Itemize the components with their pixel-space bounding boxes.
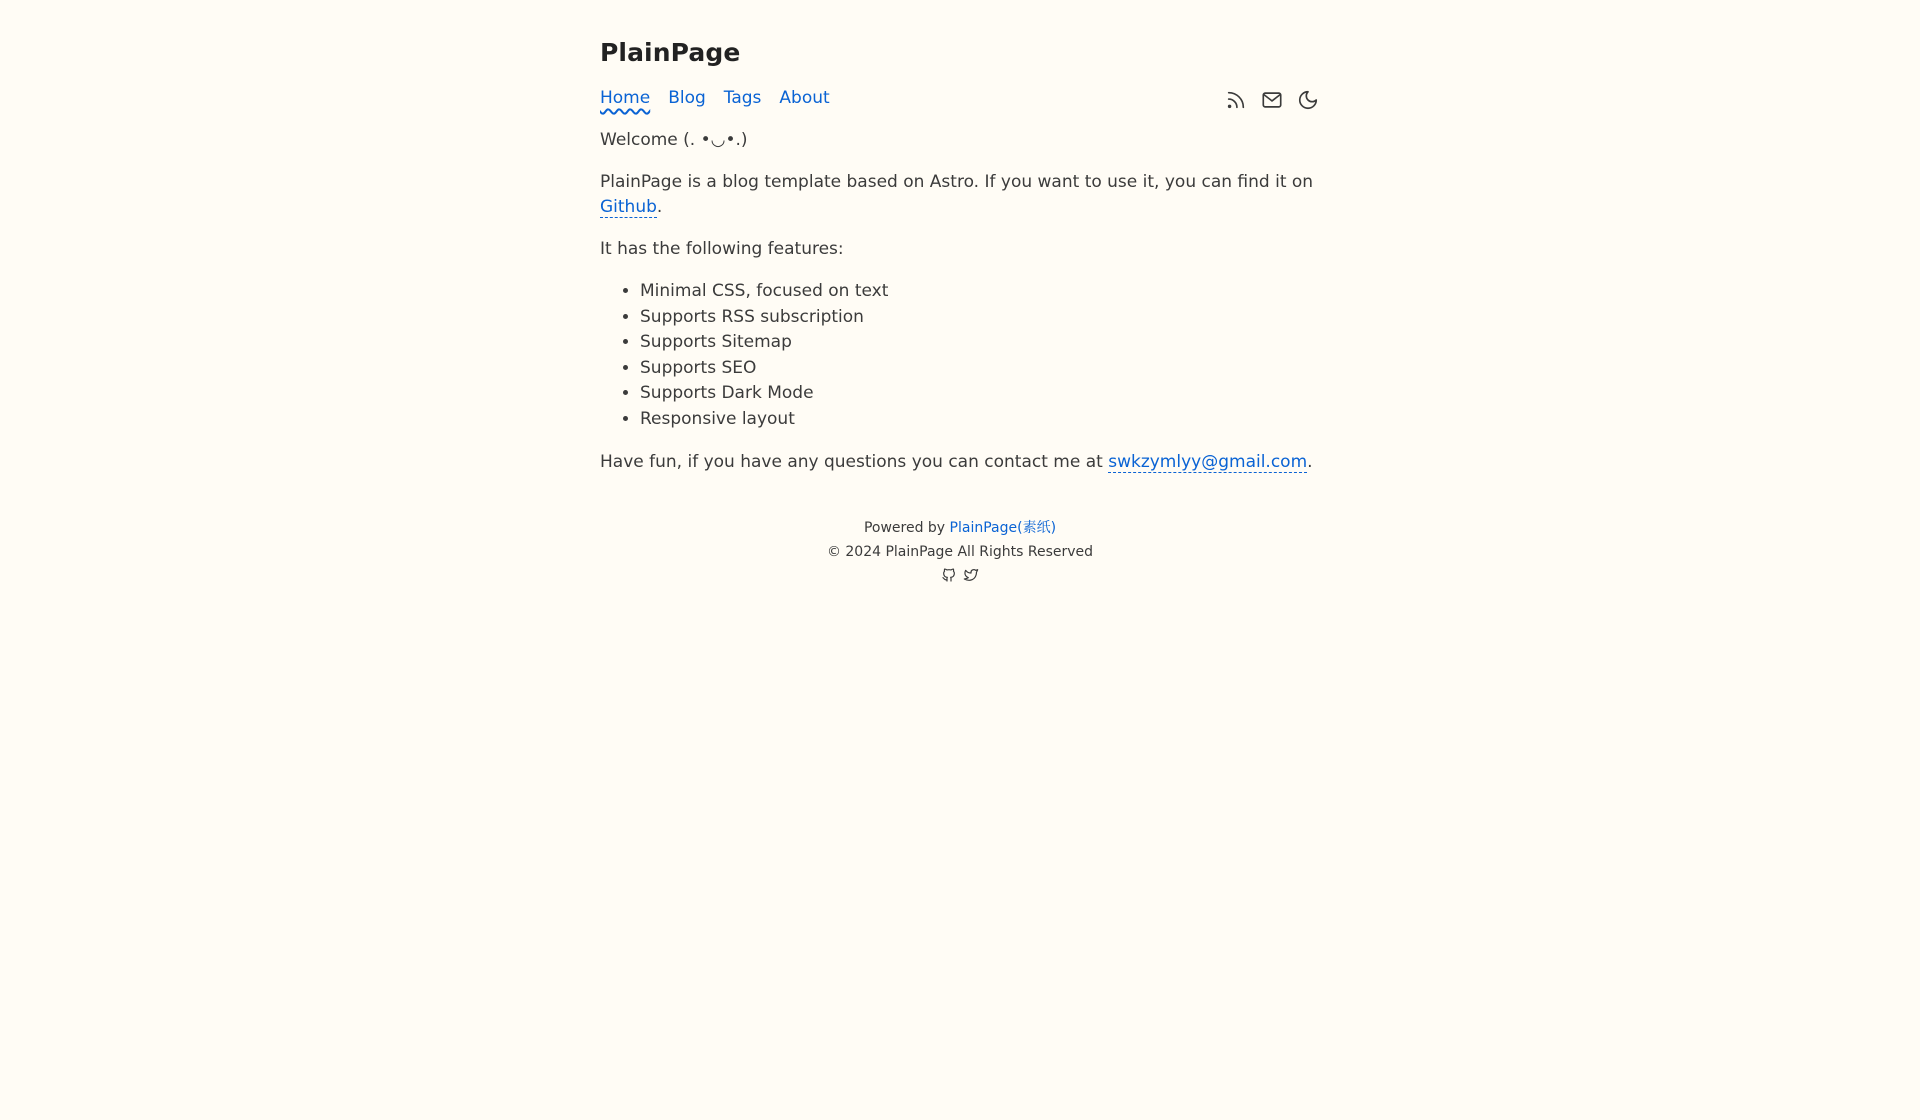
features-intro: It has the following features:: [600, 239, 844, 259]
powered-by-text: Powered by: [863, 520, 950, 536]
contact-text: Have fun, if you have any questions you can contact me at: [600, 451, 1109, 472]
site-title: PlainPage: [600, 38, 741, 67]
header-icons: [1224, 88, 1320, 112]
rss-icon[interactable]: [1224, 88, 1248, 112]
footer: [0, 516, 1920, 583]
feature-item: • Supports Dark Mode: [640, 381, 1320, 407]
nav-about[interactable]: About: [779, 88, 830, 108]
contact-paragraph: [600, 450, 1320, 475]
github-link[interactable]: Github: [600, 197, 657, 217]
features-list: [600, 279, 1320, 433]
main-content: [600, 128, 1320, 492]
intro-paragraph: [600, 170, 1320, 220]
feature-item: • Minimal CSS, focused on text: [640, 279, 1320, 305]
intro-text: PlainPage is a blog template based on Astro. If you want to use it, you can find it on: [600, 172, 1314, 192]
plainpage-link[interactable]: PlainPage(素纸): [949, 520, 1057, 536]
twitter-icon[interactable]: [963, 567, 979, 583]
copyright: © 2024 PlainPage All Rights Reserved: [826, 544, 1094, 560]
contact-end: .: [1307, 451, 1313, 472]
main-nav: [600, 88, 830, 114]
feature-item: • Responsive layout: [640, 407, 1320, 433]
github-icon[interactable]: [941, 567, 957, 583]
intro-end: .: [656, 197, 663, 217]
moon-icon[interactable]: [1296, 88, 1320, 112]
feature-item: • Supports Sitemap: [640, 330, 1320, 356]
email-link[interactable]: swkzymlyy@gmail.com: [1108, 451, 1308, 472]
powered-by-line: [0, 516, 1920, 540]
nav-tags[interactable]: Tags: [723, 88, 762, 108]
footer-icons: [0, 567, 1920, 583]
nav-blog[interactable]: Blog: [668, 88, 706, 108]
mail-icon[interactable]: [1260, 88, 1284, 112]
nav-home[interactable]: Home: [600, 88, 651, 108]
feature-item: • Supports SEO: [640, 356, 1320, 382]
feature-item: • Supports RSS subscription: [640, 305, 1320, 331]
welcome-text: Welcome (. •◡•.): [600, 130, 748, 150]
